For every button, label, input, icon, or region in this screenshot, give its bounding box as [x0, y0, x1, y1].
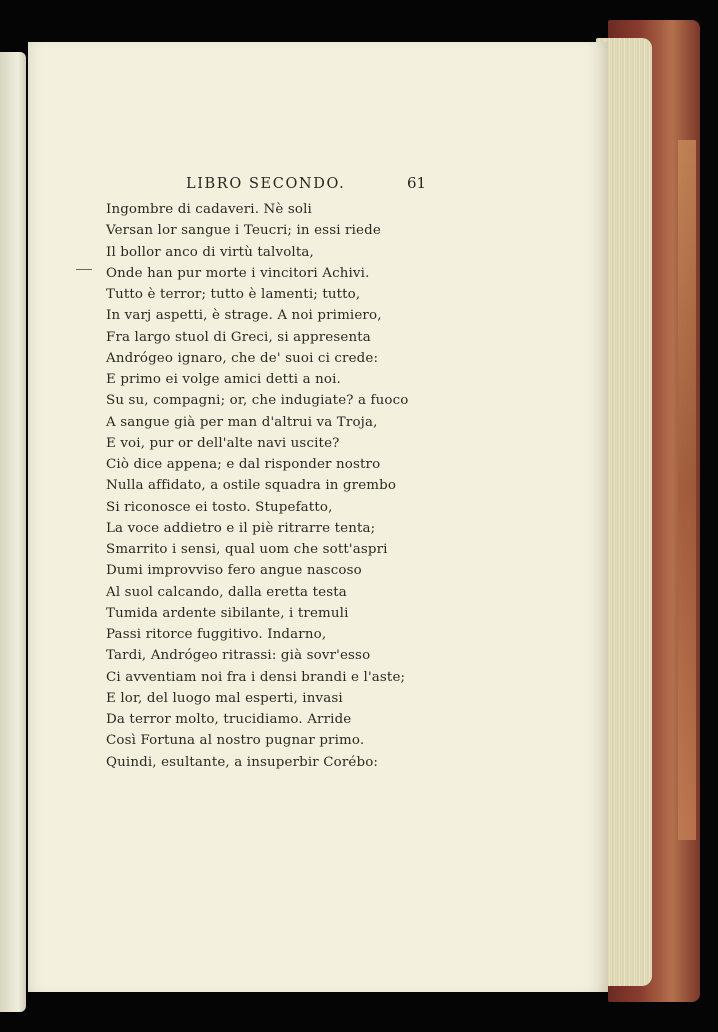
verse-line: Il bollor anco di virtù talvolta, — [106, 244, 314, 260]
verse-line: Si riconosce ei tosto. Stupefatto, — [106, 499, 333, 515]
verse-line: Smarrito i sensi, qual uom che sott'aspri — [106, 542, 388, 557]
verse-line: Ci avventiam noi fra i densi brandi e l'aste; — [106, 669, 406, 685]
poem-verses — [106, 199, 436, 773]
verse-line: Versan lor sangue i Teucri; in essi riede — [106, 223, 381, 239]
verse-line: Dumi improvviso fero angue nascoso — [106, 563, 362, 579]
verse-line: Al suol calcando, dalla eretta testa — [106, 584, 347, 600]
verse-line: Passi ritorce fuggitivo. Indarno, — [106, 627, 327, 642]
verse-line: Su su, compagni; or, che indugiate? a fuoco — [106, 393, 409, 409]
verse-line: E voi, pur or dell'alte navi uscite? — [106, 435, 340, 451]
verse-line: Tumida ardente sibilante, i tremuli — [106, 605, 349, 621]
verse-line: Ingombre di cadaveri. Nè soli — [106, 202, 312, 217]
verse-line: E lor, del luogo mal esperti, invasi — [106, 690, 343, 706]
verse-line: E primo ei volge amici detti a noi. — [106, 372, 341, 387]
verse-line: Quindi, esultante, a insuperbir Corébo: — [106, 754, 379, 770]
running-head: LIBRO SECONDO. — [186, 176, 346, 192]
verse-line: Nulla affidato, a ostile squadra in grembo — [106, 478, 397, 494]
verse-line: A sangue già per man d'altrui va Troja, — [106, 414, 378, 430]
margin-mark — [76, 269, 92, 270]
verse-line: In varj aspetti, è strage. A noi primiero, — [106, 308, 382, 324]
verse-line: Onde han pur morte i vincitori Achivi. — [106, 265, 370, 281]
verse-line: Così Fortuna al nostro pugnar primo. — [106, 733, 365, 749]
verse-line: La voce addietro e il piè ritrarre tenta; — [106, 520, 376, 536]
verse-line: Tardi, Andrógeo ritrassi: già sovr'esso — [106, 648, 371, 664]
left-page-edge — [0, 52, 26, 1012]
verse-line: Tutto è terror; tutto è lamenti; tutto, — [106, 287, 361, 302]
page-number: 61 — [407, 174, 427, 192]
verse-line: Ciò dice appena; e dal risponder nostro — [106, 457, 381, 472]
verse-line: Fra largo stuol di Greci, si appresenta — [106, 329, 371, 345]
verse-line: Andrógeo ignaro, che de' suoi ci crede: — [106, 350, 379, 366]
verse-line: Da terror molto, trucidiamo. Arride — [106, 712, 352, 727]
